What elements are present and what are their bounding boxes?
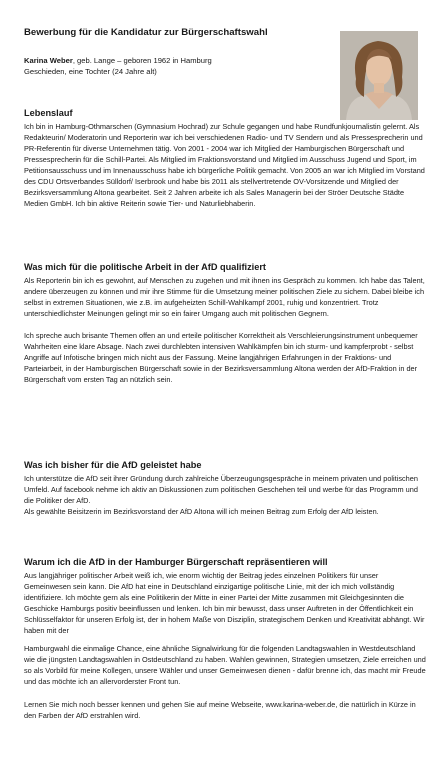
section-paragraph: Ich bin in Hamburg-Othmarschen (Gymnasium Hochrad) zur Schule gegangen und habe Rundfunkjournalistin gelernt. Als Redakteurin/ Moderatorin und Reporterin war ich bei verschiedenen Radio- und TV Sendern und als Pressesprecherin und PR-Referentin für diverse Unternehmen tätig. Von 2001 - 2004 war ich Mitglied der Hamburgischen Bürgerschaft und Pressesprecherin für die Schill-Partei. Als Mitglied im Fraktionsvorstand und Mitglied im Ausschuss Jugend und Sport, im Petitionsausschuss und im Innenausschuss habe ich bürgerliche Politik gemacht. Von 2005 an war ich Mitglied im Vorstand des CDU Ortsverbandes Sülldorf/ Iserbrook und habe bis 2011 als stellvertretende OV-Vorsitzende und Mitglied der Bezirksversammlung Altona gearbeitet. Seit 2 Jahren arbeite ich als Sales Managerin bei der Ströer Deutsche Städte Medien GmbH. Ich bin aktive Reiterin sowie Tier- und Naturliebhaberin.	[24, 122, 425, 208]
birth-info: , geb. Lange – geboren 1962 in Hamburg	[72, 56, 212, 65]
section-heading: Was ich bisher für die AfD geleistet habe	[24, 460, 202, 470]
section-geleistet	[24, 460, 427, 517]
profile-block	[24, 55, 324, 77]
section-paragraph: Aus langjähriger politischer Arbeit weiß ich, wie enorm wichtig der Beitrag jedes einzelnen Politikers für unser Gemeinwesen sein kann. Die AfD hat eine in Deutschland einzigartige politische Linie, mit der ich mich vollständig identifiziere. Ich möchte gern als eine Politikerin der Mitte in einer Partei der Mitte zusammen mit Gleichgesinnten die Geschicke Hamburgs positiv beeinflussen und lenken. Ich bin mir bewusst, dass unser Auftreten in der Öffentlichkeit ein Schlüsselfaktor für unseren Erfolg ist, der in hohem Maße von Disziplin, strategischem Denken und Kreativität abhängt. Wir haben mit der	[24, 571, 425, 635]
family-info: Geschieden, eine Tochter (24 Jahre alt)	[24, 67, 157, 76]
section-paragraph: Ich spreche auch brisante Themen offen an und erteile politischer Korrektheit als Verschleierungsinstrument unbequemer Wahrheiten eine klare Absage. Nach zwei durchlebten intensiven Wahlkämpfen bin ich sturm- und kampferprobt - selbst Angriffe auf Infotische bringen mich nicht aus der Fassung. Meine langjährigen Erfahrungen in der Fraktions- und Parteiarbeit, in der Hamburgischen Bürgerschaft sowie in der Bezirksversammlung Altona werden der AfD-Fraktion in der Bürgerschaft vom ersten Tag an nützlich sein.	[24, 331, 418, 384]
section-paragraph: Als Reporterin bin ich es gewohnt, auf Menschen zu zugehen und mit ihnen ins Gespräch zu kommen. Ich habe das Talent, andere überzeugen zu können und mir ihre Stimme für die Umsetzung meiner politischen Ziele zu sichern. Dabei bleibe ich selbst in extremen Situationen, wie z.B. im aufgeheizten Schill-Wahlkampf 2001, ruhig und konzentriert. Trotz unterschiedlichster Meinungen gelingt mir so ein fairer Umgang auch mit politischen Gegnern.	[24, 276, 425, 318]
section-heading: Was mich für die politische Arbeit in der AfD qualifiziert	[24, 262, 266, 272]
section-paragraph: Hamburgwahl die einmalige Chance, eine ähnliche Signalwirkung für die folgenden Landtagswahlen in Westdeutschland wie die jüngsten Landtagswahlen in Ostdeutschland zu haben. Wahlen gewinnen, Strategien umsetzen, Ziele erreichen und so als Vorbild für meine Kollegen, unsere Wähler und unser Gemeinwesen dienen - dafür brenne ich, das macht mir Freude und das möchte ich an allervorderster Front tun.	[24, 644, 426, 686]
section-paragraph: Als gewählte Beisitzerin im Bezirksvorstand der AfD Altona will ich meinen Beitrag zum Erfolg der AfD leisten.	[24, 507, 379, 516]
section-paragraph: Ich unterstütze die AfD seit ihrer Gründung durch zahlreiche Überzeugungsgespräche in meinem privaten und politischen Umfeld. Auf facebook nehme ich aktiv an Diskussionen zum politischen Geschehen teil und werbe für das Programm und die Politiker der AfD.	[24, 474, 418, 505]
section-repraesentieren	[24, 557, 427, 721]
section-heading: Lebenslauf	[24, 108, 73, 118]
section-qualifikation	[24, 262, 427, 385]
portrait-illustration	[340, 31, 418, 120]
profile-line-1	[24, 55, 324, 66]
portrait-photo	[340, 31, 418, 120]
section-lebenslauf	[24, 108, 427, 209]
document-title: Bewerbung für die Kandidatur zur Bürgerschaftswahl	[24, 27, 268, 38]
section-heading: Warum ich die AfD in der Hamburger Bürgerschaft repräsentieren will	[24, 557, 328, 567]
closing-paragraph: Lernen Sie mich noch besser kennen und gehen Sie auf meine Webseite, www.karina-weber.de, die natürlich in Kürze in den Farben der AfD erstrahlen wird.	[24, 700, 416, 720]
candidate-name: Karina Weber	[24, 56, 73, 65]
